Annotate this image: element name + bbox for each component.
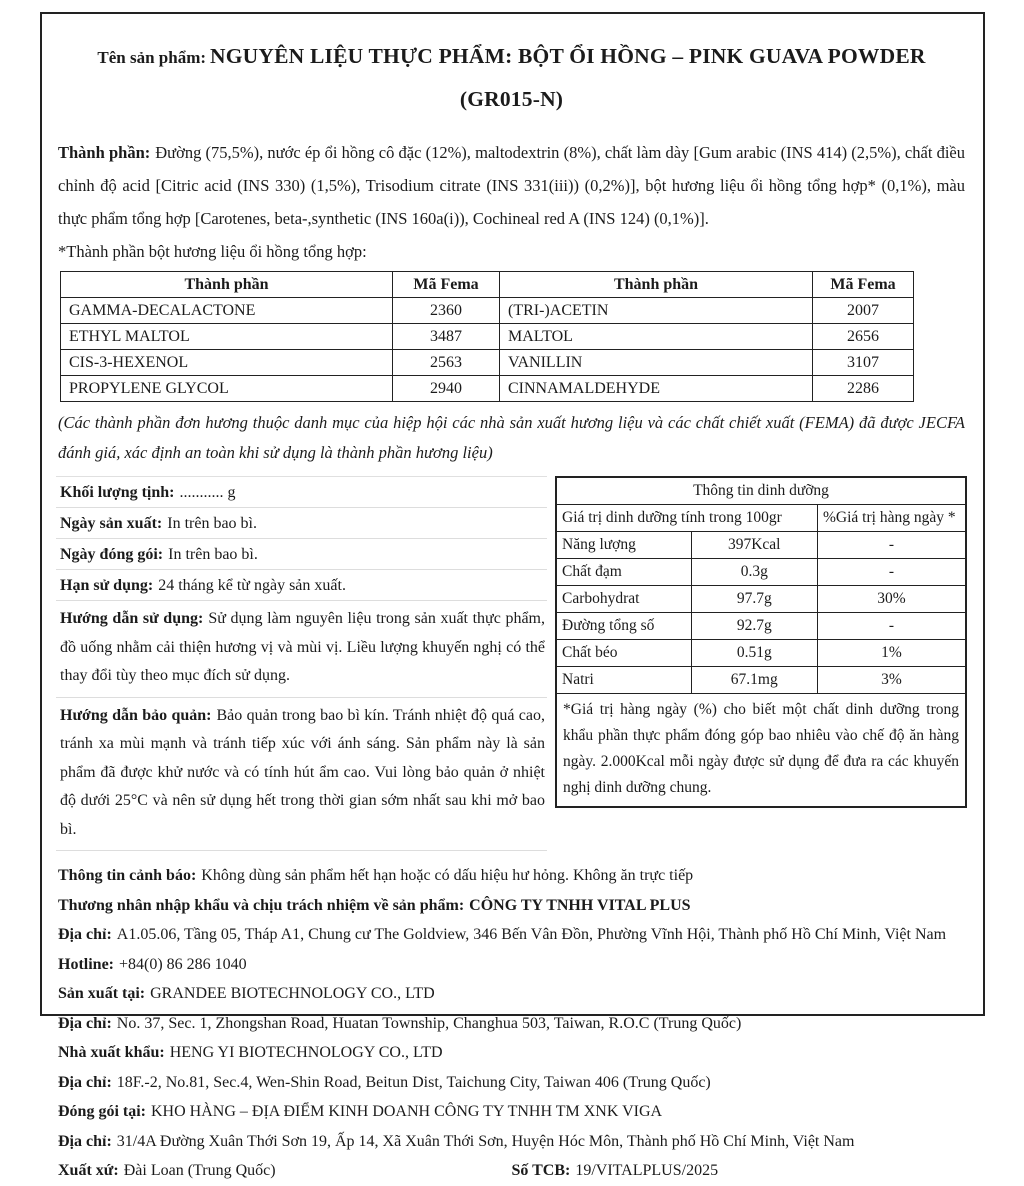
nutrient-dv: 30% — [818, 585, 967, 612]
fema-cell: (TRI-)ACETIN — [500, 298, 813, 324]
expiry-label: Hạn sử dụng: — [60, 577, 154, 594]
table-row — [556, 639, 966, 666]
fema-cell: 2286 — [813, 376, 914, 402]
nutrient-value: 0.51g — [691, 639, 818, 666]
nutrient-dv: - — [818, 558, 967, 585]
origin-value: Đài Loan (Trung Quốc) — [123, 1162, 276, 1179]
origin-part — [58, 1156, 512, 1186]
product-title-label: Tên sản phẩm: — [97, 48, 207, 67]
fema-cell: 2360 — [393, 298, 500, 324]
product-title-name: NGUYÊN LIỆU THỰC PHẨM: BỘT ỔI HỒNG – PINK GUAVA POWDER (GR015-N) — [210, 44, 926, 111]
fema-header-ingredient-2: Thành phần — [500, 272, 813, 298]
nutrient-value: 92.7g — [691, 612, 818, 639]
warning-label: Thông tin cảnh báo: — [58, 867, 197, 884]
nutrient-label: Năng lượng — [556, 531, 691, 558]
table-row — [61, 298, 914, 324]
warning-value: Không dùng sản phẩm hết hạn hoặc có dấu hiệu hư hỏng. Không ăn trực tiếp — [201, 867, 694, 884]
nutrition-footnote: *Giá trị hàng ngày (%) cho biết một chất dinh dưỡng trong khẩu phần thực phẩm đóng góp bao nhiêu vào chế độ ăn hàng ngày. 2.000Kcal mỗi ngày được sử dụng để đưa ra các khuyến nghị dinh dưỡng chung. — [556, 693, 966, 807]
exporter-line — [56, 1038, 967, 1068]
nutrition-title: Thông tin dinh dưỡng — [556, 477, 966, 504]
table-row — [556, 612, 966, 639]
net-weight-label: Khối lượng tịnh: — [60, 484, 175, 501]
ingredients-paragraph — [58, 136, 965, 235]
ingredients-label: Thành phần: — [58, 143, 151, 162]
manufacturer-value: GRANDEE BIOTECHNOLOGY CO., LTD — [150, 985, 435, 1002]
hotline-label: Hotline: — [58, 955, 114, 973]
production-date-value: In trên bao bì. — [167, 515, 257, 532]
fema-cell: MALTOL — [500, 324, 813, 350]
fema-cell: 2656 — [813, 324, 914, 350]
table-row — [556, 558, 966, 585]
nutrition-per100-header: Giá trị dinh dưỡng tính trong 100gr — [556, 504, 818, 531]
exporter-address-line — [56, 1068, 967, 1098]
nutrient-value: 397Kcal — [691, 531, 818, 558]
usage-instructions-value: Sử dụng làm nguyên liệu trong sản xuất thực phẩm, đồ uống nhằm cải thiện hương vị và mùi vị. Liều lượng khuyến nghị có thể thay đổi tùy theo mục đích sử dụng. — [60, 610, 545, 684]
manufacturer-address-line — [56, 1009, 967, 1039]
address-label: Địa chỉ: — [58, 1073, 112, 1091]
expiry-row — [56, 570, 547, 601]
address-label: Địa chỉ: — [58, 1014, 112, 1032]
nutrition-table — [555, 476, 967, 808]
flavor-components-note: *Thành phần bột hương liệu ổi hồng tổng hợp: — [58, 242, 367, 261]
packing-date-value: In trên bao bì. — [168, 546, 258, 563]
nutrient-label: Chất đạm — [556, 558, 691, 585]
fema-cell: GAMMA-DECALACTONE — [61, 298, 393, 324]
manufacturer-label: Sản xuất tại: — [58, 985, 146, 1002]
fema-cell: PROPYLENE GLYCOL — [61, 376, 393, 402]
packing-date-row — [56, 539, 547, 570]
nutrition-subheader-row — [556, 504, 966, 531]
address-value: No. 37, Sec. 1, Zhongshan Road, Huatan Township, Changhua 503, Taiwan, R.O.C (Trung Quốc) — [116, 1014, 742, 1032]
nutrition-dv-header: %Giá trị hàng ngày * — [818, 504, 967, 531]
nutrient-dv: - — [818, 531, 967, 558]
address-label: Địa chỉ: — [58, 926, 112, 943]
fema-header-code-2: Mã Fema — [813, 272, 914, 298]
hotline-line — [56, 950, 967, 980]
net-weight-value: ........... g — [179, 484, 236, 501]
table-row — [61, 350, 914, 376]
fema-cell: CIS-3-HEXENOL — [61, 350, 393, 376]
nutrition-title-row — [556, 477, 966, 504]
fema-header-row — [61, 272, 914, 298]
address-value: A1.05.06, Tầng 05, Tháp A1, Chung cư The Goldview, 346 Bến Vân Đồn, Phường Vĩnh Hội, Thành phố Hồ Chí Minh, Việt Nam — [116, 926, 947, 943]
fema-cell: 3487 — [393, 324, 500, 350]
origin-tcb-row — [56, 1156, 967, 1186]
packer-value: KHO HÀNG – ĐỊA ĐIỂM KINH DOANH CÔNG TY TNHH TM XNK VIGA — [151, 1103, 663, 1120]
production-date-row — [56, 508, 547, 539]
usage-instructions-label: Hướng dẫn sử dụng: — [60, 610, 204, 627]
address-label: Địa chỉ: — [58, 1132, 112, 1150]
origin-label: Xuất xứ: — [58, 1162, 119, 1179]
packer-line — [56, 1097, 967, 1127]
fema-cell: 2563 — [393, 350, 500, 376]
fema-header-code-1: Mã Fema — [393, 272, 500, 298]
nutrient-label: Chất béo — [556, 639, 691, 666]
expiry-value: 24 tháng kể từ ngày sản xuất. — [158, 577, 346, 594]
storage-instructions-label: Hướng dẫn bảo quản: — [60, 706, 212, 724]
fema-cell: CINNAMALDEHYDE — [500, 376, 813, 402]
table-row — [556, 531, 966, 558]
table-row — [61, 324, 914, 350]
importer-value: CÔNG TY TNHH VITAL PLUS — [469, 896, 691, 914]
nutrient-value: 0.3g — [691, 558, 818, 585]
product-info-column — [56, 476, 547, 851]
product-title — [86, 36, 937, 122]
nutrient-value: 67.1mg — [691, 666, 818, 693]
address-value: 18F.-2, No.81, Sec.4, Wen-Shin Road, Beitun Dist, Taichung City, Taiwan 406 (Trung Quốc) — [116, 1073, 711, 1091]
nutrient-label: Carbohydrat — [556, 585, 691, 612]
exporter-value: HENG YI BIOTECHNOLOGY CO., LTD — [169, 1044, 443, 1061]
fema-cell: 2940 — [393, 376, 500, 402]
packing-date-label: Ngày đóng gói: — [60, 546, 164, 563]
nutrient-dv: 3% — [818, 666, 967, 693]
fema-table — [60, 271, 914, 402]
net-weight-row — [56, 477, 547, 508]
tcb-part — [512, 1156, 719, 1186]
packer-address-line — [56, 1127, 967, 1157]
fema-cell: 2007 — [813, 298, 914, 324]
ingredients-text: Đường (75,5%), nước ép ổi hồng cô đặc (12%), maltodextrin (8%), chất làm dày [Gum arabic (INS 414) (2,5%), chất điều chỉnh độ acid [Citric acid (INS 330) (1,5%), Trisodium citrate (INS 331(iii)) (0,2%)], bột hương liệu ổi hồng tổng hợp* (0,1%), màu thực phẩm tổng hợp [Carotenes, beta-,synthetic (INS 160a(i)), Cochineal red A (INS 124) (0,1%)]. — [58, 143, 965, 228]
middle-section — [56, 476, 967, 851]
importer-line — [56, 891, 967, 921]
table-row — [556, 585, 966, 612]
table-row — [61, 376, 914, 402]
fema-cell: 3107 — [813, 350, 914, 376]
tcb-label: Số TCB: — [511, 1162, 571, 1179]
packer-label: Đóng gói tại: — [58, 1103, 146, 1120]
usage-instructions-row — [56, 601, 547, 698]
label-document-frame — [40, 12, 985, 1179]
nutrient-value: 97.7g — [691, 585, 818, 612]
nutrient-label: Đường tổng số — [556, 612, 691, 639]
exporter-label: Nhà xuất khẩu: — [58, 1044, 165, 1061]
fema-cell: ETHYL MALTOL — [61, 324, 393, 350]
nutrient-label: Natri — [556, 666, 691, 693]
production-date-label: Ngày sản xuất: — [60, 515, 163, 532]
fema-disclaimer-note: (Các thành phần đơn hương thuộc danh mục của hiệp hội các nhà sản xuất hương liệu và các chất chiết xuất (FEMA) đã được JECFA đánh giá, xác định an toàn khi sử dụng là thành phần hương liệu) — [58, 413, 965, 462]
importer-label: Thương nhân nhập khẩu và chịu trách nhiệm về sản phẩm: — [58, 896, 465, 914]
nutrient-dv: - — [818, 612, 967, 639]
hotline-value: +84(0) 86 286 1040 — [119, 955, 247, 973]
nutrition-footnote-row — [556, 693, 966, 807]
tcb-value: 19/VITALPLUS/2025 — [575, 1162, 719, 1179]
storage-instructions-row — [56, 698, 547, 852]
storage-instructions-value: Bảo quản trong bao bì kín. Tránh nhiệt độ quá cao, tránh xa mùi mạnh và tránh tiếp xúc với ánh sáng. Sản phẩm này là sản phẩm đã được khử nước và có tính hút ẩm cao. Vui lòng bảo quản ở nhiệt độ dưới 25°C và nên sử dụng hết trong thời gian sớm nhất sau khi mở bao bì. — [60, 706, 545, 838]
fema-header-ingredient-1: Thành phần — [61, 272, 393, 298]
fema-cell: VANILLIN — [500, 350, 813, 376]
manufacturer-line — [56, 979, 967, 1009]
warning-line — [56, 861, 967, 891]
importer-address-line — [56, 920, 967, 950]
address-value: 31/4A Đường Xuân Thới Sơn 19, Ấp 14, Xã Xuân Thới Sơn, Huyện Hóc Môn, Thành phố Hồ Chí Minh, Việt Nam — [116, 1132, 855, 1150]
nutrient-dv: 1% — [818, 639, 967, 666]
table-row — [556, 666, 966, 693]
